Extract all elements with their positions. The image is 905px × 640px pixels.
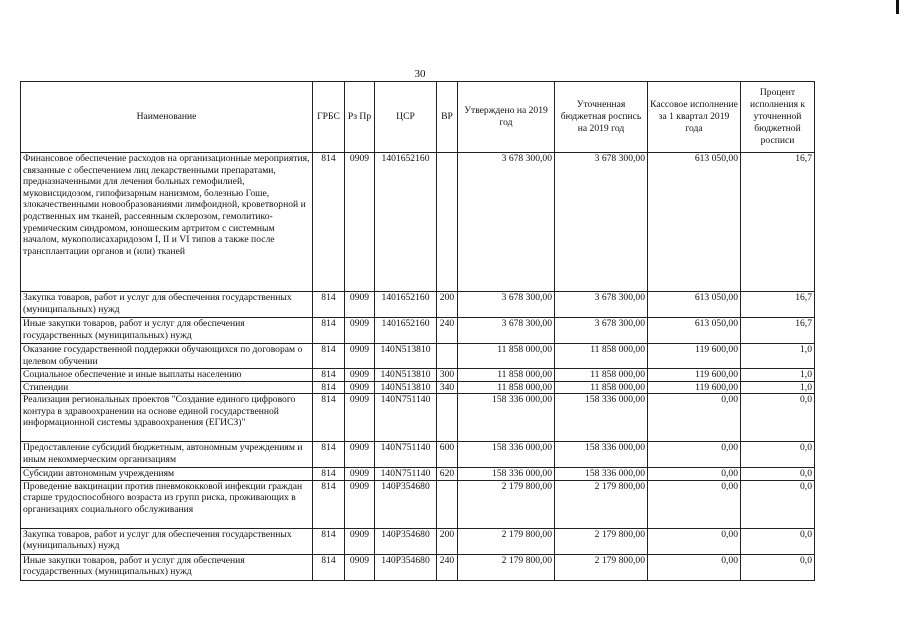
cell-name: Стипендии <box>21 381 313 394</box>
cell-grbs: 814 <box>313 369 345 382</box>
cell-refined: 3 678 300,00 <box>555 292 648 318</box>
cell-approved: 2 179 800,00 <box>458 480 555 528</box>
cell-csr: 140N751140 <box>375 468 437 481</box>
cell-rzpr: 0909 <box>345 153 375 292</box>
table-row <box>21 554 815 580</box>
cell-rzpr: 0909 <box>345 468 375 481</box>
cell-grbs: 814 <box>313 394 345 442</box>
cell-cash: 119 600,00 <box>648 381 741 394</box>
cell-approved: 3 678 300,00 <box>458 153 555 292</box>
cell-percent: 0,0 <box>741 528 815 554</box>
cell-refined: 3 678 300,00 <box>555 318 648 344</box>
cell-csr: 140P354680 <box>375 480 437 528</box>
header-approved: Утверждено на 2019 год <box>458 82 555 153</box>
cell-rzpr: 0909 <box>345 344 375 369</box>
cell-vr <box>437 394 458 442</box>
cell-csr: 140N513810 <box>375 381 437 394</box>
table-row <box>21 153 815 292</box>
header-percent: Процент исполнения к уточненной бюджетной росписи <box>741 82 815 153</box>
cell-refined: 11 858 000,00 <box>555 381 648 394</box>
cell-name: Закупка товаров, работ и услуг для обеспечения государственных (муниципальных) нужд <box>21 292 313 318</box>
header-vr: ВР <box>437 82 458 153</box>
cell-refined: 2 179 800,00 <box>555 554 648 580</box>
cell-name: Иные закупки товаров, работ и услуг для обеспечения государственных (муниципальных) нужд <box>21 318 313 344</box>
cell-refined: 158 336 000,00 <box>555 468 648 481</box>
cell-vr: 300 <box>437 369 458 382</box>
cell-cash: 613 050,00 <box>648 292 741 318</box>
cell-name: Предоставление субсидий бюджетным, автономным учреждениям и иным некоммерческим организациям <box>21 442 313 468</box>
cell-grbs: 814 <box>313 528 345 554</box>
table-row <box>21 318 815 344</box>
cell-vr: 340 <box>437 381 458 394</box>
header-rzpr: Рз Пр <box>345 82 375 153</box>
cell-grbs: 814 <box>313 442 345 468</box>
corner-mark <box>896 0 899 14</box>
cell-approved: 2 179 800,00 <box>458 528 555 554</box>
cell-refined: 158 336 000,00 <box>555 394 648 442</box>
cell-approved: 2 179 800,00 <box>458 554 555 580</box>
cell-vr <box>437 153 458 292</box>
cell-csr: 140N751140 <box>375 442 437 468</box>
cell-grbs: 814 <box>313 344 345 369</box>
cell-rzpr: 0909 <box>345 554 375 580</box>
cell-grbs: 814 <box>313 554 345 580</box>
cell-approved: 11 858 000,00 <box>458 344 555 369</box>
cell-cash: 0,00 <box>648 480 741 528</box>
cell-csr: 140P354680 <box>375 554 437 580</box>
cell-name: Финансовое обеспечение расходов на организационные мероприятия, связанные с обеспечением лиц лекарственными препаратами, предназначенными для лечения больных гемофилией, муковисцидозом, гипофизарным нанизмом, болезнью Гоше, злокачественными новообразованиями лимфоидной, кроветворной и родственных им тканей, рассеянным склерозом, гемолитико-уремическим синдромом, юношеским артритом с системным началом, мукополисахаридозом I, II и VI типов а также после трансплантации органов и (или) тканей <box>21 153 313 292</box>
cell-refined: 158 336 000,00 <box>555 442 648 468</box>
cell-csr: 1401652160 <box>375 318 437 344</box>
cell-percent: 0,0 <box>741 394 815 442</box>
cell-csr: 140N751140 <box>375 394 437 442</box>
cell-approved: 158 336 000,00 <box>458 394 555 442</box>
cell-vr: 240 <box>437 318 458 344</box>
cell-cash: 613 050,00 <box>648 153 741 292</box>
cell-vr: 200 <box>437 292 458 318</box>
cell-name: Закупка товаров, работ и услуг для обеспечения государственных (муниципальных) нужд <box>21 528 313 554</box>
table-row <box>21 468 815 481</box>
page-number: 30 <box>414 68 426 80</box>
cell-rzpr: 0909 <box>345 480 375 528</box>
cell-cash: 0,00 <box>648 554 741 580</box>
cell-percent: 16,7 <box>741 153 815 292</box>
table-row <box>21 292 815 318</box>
cell-rzpr: 0909 <box>345 442 375 468</box>
cell-refined: 3 678 300,00 <box>555 153 648 292</box>
cell-approved: 3 678 300,00 <box>458 292 555 318</box>
table-row <box>21 394 815 442</box>
table-row <box>21 381 815 394</box>
cell-approved: 3 678 300,00 <box>458 318 555 344</box>
cell-cash: 0,00 <box>648 442 741 468</box>
cell-rzpr: 0909 <box>345 292 375 318</box>
cell-percent: 1,0 <box>741 381 815 394</box>
cell-cash: 613 050,00 <box>648 318 741 344</box>
cell-percent: 1,0 <box>741 344 815 369</box>
cell-name: Оказание государственной поддержки обучающихся по договорам о целевом обучении <box>21 344 313 369</box>
cell-cash: 119 600,00 <box>648 344 741 369</box>
cell-percent: 0,0 <box>741 554 815 580</box>
cell-name: Социальное обеспечение и иные выплаты населению <box>21 369 313 382</box>
table-row <box>21 442 815 468</box>
cell-refined: 11 858 000,00 <box>555 344 648 369</box>
cell-rzpr: 0909 <box>345 394 375 442</box>
cell-csr: 140P354680 <box>375 528 437 554</box>
cell-name: Субсидии автономным учреждениям <box>21 468 313 481</box>
cell-grbs: 814 <box>313 381 345 394</box>
cell-vr <box>437 344 458 369</box>
cell-percent: 0,0 <box>741 468 815 481</box>
cell-cash: 0,00 <box>648 468 741 481</box>
cell-grbs: 814 <box>313 318 345 344</box>
cell-percent: 1,0 <box>741 369 815 382</box>
budget-table <box>20 81 815 581</box>
cell-grbs: 814 <box>313 153 345 292</box>
cell-percent: 0,0 <box>741 442 815 468</box>
cell-refined: 2 179 800,00 <box>555 528 648 554</box>
cell-name: Иные закупки товаров, работ и услуг для обеспечения государственных (муниципальных) нужд <box>21 554 313 580</box>
table-row <box>21 528 815 554</box>
table-body <box>21 153 815 581</box>
cell-approved: 158 336 000,00 <box>458 468 555 481</box>
header-refined: Уточненная бюджетная роспись на 2019 год <box>555 82 648 153</box>
cell-cash: 119 600,00 <box>648 369 741 382</box>
table-row <box>21 369 815 382</box>
header-name: Наименование <box>21 82 313 153</box>
cell-rzpr: 0909 <box>345 381 375 394</box>
header-cash: Кассовое исполнение за 1 квартал 2019 года <box>648 82 741 153</box>
cell-rzpr: 0909 <box>345 369 375 382</box>
cell-vr: 600 <box>437 442 458 468</box>
cell-approved: 11 858 000,00 <box>458 381 555 394</box>
table-row <box>21 480 815 528</box>
cell-name: Проведение вакцинации против пневмококковой инфекции граждан старше трудоспособного возраста из групп риска, проживающих в организациях социального обслуживания <box>21 480 313 528</box>
cell-csr: 140N513810 <box>375 344 437 369</box>
cell-percent: 16,7 <box>741 318 815 344</box>
cell-grbs: 814 <box>313 292 345 318</box>
cell-vr: 200 <box>437 528 458 554</box>
cell-refined: 11 858 000,00 <box>555 369 648 382</box>
cell-vr: 240 <box>437 554 458 580</box>
cell-grbs: 814 <box>313 480 345 528</box>
cell-vr <box>437 480 458 528</box>
cell-approved: 158 336 000,00 <box>458 442 555 468</box>
cell-rzpr: 0909 <box>345 528 375 554</box>
cell-name: Реализация региональных проектов "Создание единого цифрового контура в здравоохранении на основе единой государственной информационной системы здравоохранения (ЕГИСЗ)" <box>21 394 313 442</box>
cell-csr: 1401652160 <box>375 292 437 318</box>
header-grbs: ГРБС <box>313 82 345 153</box>
cell-csr: 140N513810 <box>375 369 437 382</box>
cell-refined: 2 179 800,00 <box>555 480 648 528</box>
header-row <box>21 82 815 153</box>
cell-approved: 11 858 000,00 <box>458 369 555 382</box>
header-csr: ЦСР <box>375 82 437 153</box>
cell-cash: 0,00 <box>648 528 741 554</box>
cell-percent: 0,0 <box>741 480 815 528</box>
cell-percent: 16,7 <box>741 292 815 318</box>
cell-cash: 0,00 <box>648 394 741 442</box>
table-row <box>21 344 815 369</box>
cell-rzpr: 0909 <box>345 318 375 344</box>
cell-csr: 1401652160 <box>375 153 437 292</box>
cell-vr: 620 <box>437 468 458 481</box>
cell-grbs: 814 <box>313 468 345 481</box>
